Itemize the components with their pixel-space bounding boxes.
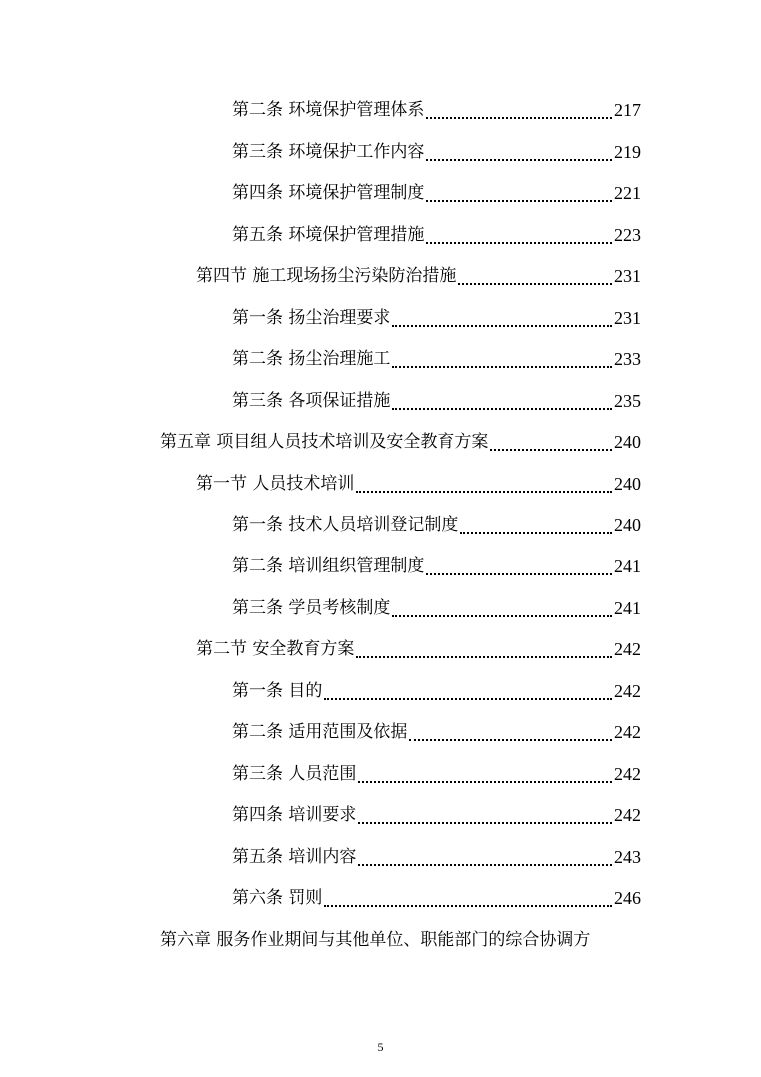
toc-entry-title: 第三条 学员考核制度: [232, 598, 391, 618]
toc-entry-title: 第三条 人员范围: [232, 764, 357, 784]
dot-leader: [324, 678, 612, 700]
toc-entry[interactable]: [232, 510, 641, 540]
toc-entry-page: 243: [614, 847, 641, 867]
toc-entry-title: 第五章 项目组人员技术培训及安全教育方案: [160, 432, 489, 452]
toc-entry-page: 246: [614, 888, 641, 908]
dot-leader: [358, 802, 612, 824]
toc-entry[interactable]: [196, 261, 641, 291]
toc-entry-page: 241: [614, 556, 641, 576]
dot-leader: [358, 844, 612, 866]
toc-entry-title: 第二条 环境保护管理体系: [232, 100, 425, 120]
toc-entry-title: 第一条 扬尘治理要求: [232, 308, 391, 328]
toc-entry-page: 240: [614, 474, 641, 494]
toc-entry[interactable]: [232, 95, 641, 125]
toc-entry-page: 221: [614, 183, 641, 203]
toc-entry[interactable]: [196, 469, 641, 499]
toc-entry[interactable]: [232, 800, 641, 830]
dot-leader: [426, 222, 612, 244]
toc-entry-page: 233: [614, 349, 641, 369]
toc-entry-title: 第三条 环境保护工作内容: [232, 142, 425, 162]
toc-entry-page: 241: [614, 598, 641, 618]
dot-leader: [460, 512, 612, 534]
toc-entry-page: 217: [614, 100, 641, 120]
toc-entry-title: 第六条 罚则: [232, 888, 323, 908]
dot-leader: [426, 180, 612, 202]
toc-entry-page: 219: [614, 142, 641, 162]
toc-entry[interactable]: [232, 220, 641, 250]
dot-leader: [392, 305, 612, 327]
toc-entry-page: 242: [614, 639, 641, 659]
toc-entry-title: 第六章 服务作业期间与其他单位、职能部门的综合协调方: [160, 930, 591, 950]
toc-entry-title: 第一节 人员技术培训: [196, 474, 355, 494]
dot-leader: [409, 719, 612, 741]
dot-leader: [426, 139, 612, 161]
toc-entry-title: 第二条 培训组织管理制度: [232, 556, 425, 576]
dot-leader: [392, 346, 612, 368]
toc-entry-page: 240: [614, 515, 641, 535]
toc-entry[interactable]: [232, 344, 641, 374]
toc-entry[interactable]: [232, 593, 641, 623]
toc-entry-title: 第四条 环境保护管理制度: [232, 183, 425, 203]
dot-leader: [458, 263, 612, 285]
toc-entry-page: 231: [614, 266, 641, 286]
dot-leader: [392, 388, 612, 410]
toc-entry[interactable]: [232, 759, 641, 789]
toc-entry-title: 第五条 环境保护管理措施: [232, 225, 425, 245]
toc-entry[interactable]: [160, 925, 641, 955]
toc-entry[interactable]: [232, 676, 641, 706]
toc-entry[interactable]: [232, 303, 641, 333]
dot-leader: [358, 761, 612, 783]
toc-entry-title: 第一条 目的: [232, 681, 323, 701]
toc-entry-title: 第四条 培训要求: [232, 805, 357, 825]
toc-entry[interactable]: [160, 427, 641, 457]
toc-entry-page: 242: [614, 764, 641, 784]
toc-entry-title: 第二条 适用范围及依据: [232, 722, 408, 742]
toc-entry-title: 第二节 安全教育方案: [196, 639, 355, 659]
dot-leader: [356, 636, 612, 658]
dot-leader: [426, 553, 612, 575]
toc-entry-page: 242: [614, 722, 641, 742]
toc-entry-page: 235: [614, 391, 641, 411]
dot-leader: [490, 429, 612, 451]
toc-entry-title: 第四节 施工现场扬尘污染防治措施: [196, 266, 457, 286]
toc-entry-page: 231: [614, 308, 641, 328]
toc-entry-title: 第二条 扬尘治理施工: [232, 349, 391, 369]
page-number: 5: [377, 1040, 384, 1054]
toc-entry-title: 第三条 各项保证措施: [232, 391, 391, 411]
toc-entry[interactable]: [196, 634, 641, 664]
dot-leader: [392, 595, 612, 617]
toc-entry[interactable]: [232, 883, 641, 913]
toc-entry[interactable]: [232, 717, 641, 747]
toc-entry[interactable]: [232, 178, 641, 208]
dot-leader: [426, 97, 612, 119]
toc-entry-page: 242: [614, 805, 641, 825]
toc-entry[interactable]: [232, 386, 641, 416]
toc-entry-title: 第五条 培训内容: [232, 847, 357, 867]
dot-leader: [356, 471, 612, 493]
toc-entry-page: 240: [614, 432, 641, 452]
toc-entry[interactable]: [232, 551, 641, 581]
dot-leader: [324, 885, 612, 907]
toc-entry-title: 第一条 技术人员培训登记制度: [232, 515, 459, 535]
toc-entry-page: 242: [614, 681, 641, 701]
toc-entry-page: 223: [614, 225, 641, 245]
toc-entry[interactable]: [232, 842, 641, 872]
toc-entry[interactable]: [232, 137, 641, 167]
